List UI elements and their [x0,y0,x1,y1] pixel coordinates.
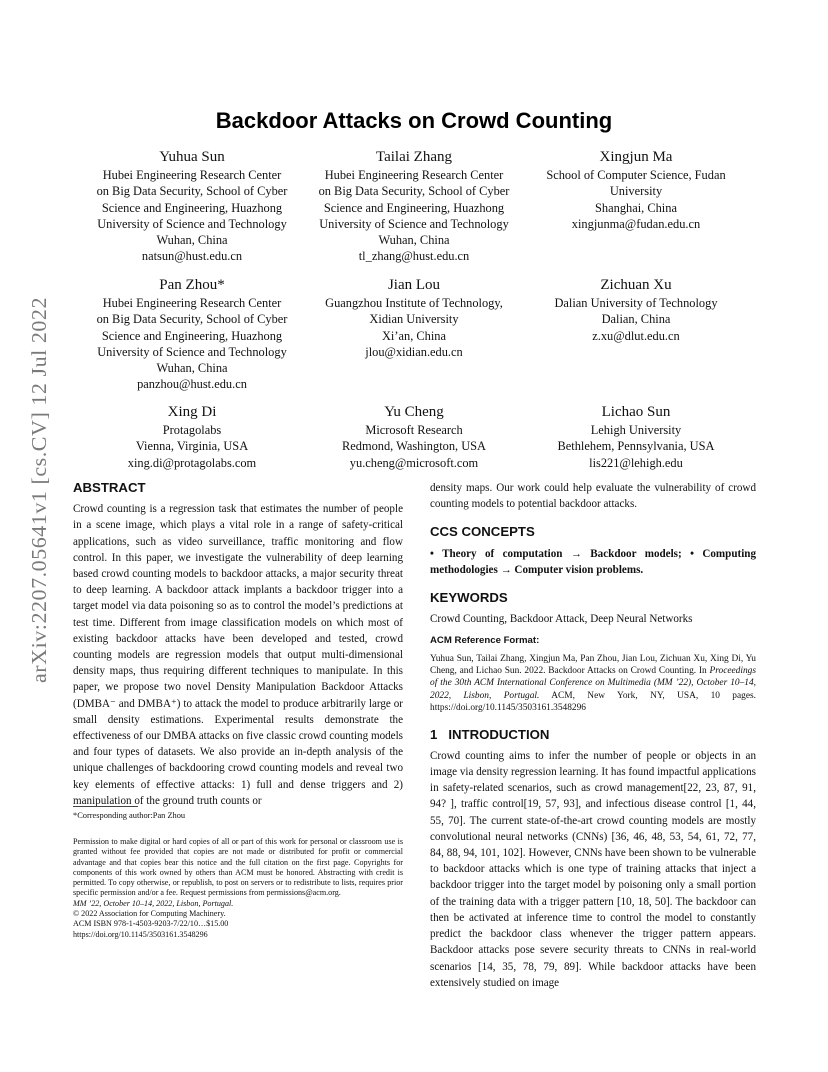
author-affiliation: Guangzhou Institute of Technology, Xidian University Xi’an, China jlou@xidian.edu.cn [325,296,503,359]
author-name: Zichuan Xu [600,277,672,293]
author-affiliation: School of Computer Science, Fudan University Shanghai, China xingjunma@fudan.edu.cn [546,168,726,231]
abstract-heading: ABSTRACT [73,480,146,495]
permission-block [73,837,403,940]
author-name: Lichao Sun [601,404,671,420]
introduction-text: Crowd counting aims to infer the number of people or objects in an image via density regression learning. It has found impactful applications in safety-related scenarios, such as crowd management[22, 23, 87, 91, 94? ], traffic control[19, 57, 93], and infectious disease control [1, 44, 55, 70]. The current state-of-the-art crowd counting models are mostly convolutional neural networks (CNNs) [36, 46, 48, 53, 54, 61, 72, 77, 84, 88, 94, 101, 102]. However, CNNs have been shown to be vulnerable to backdoor attacks which is one type of training attacks that inject a backdoor trigger into the target model by poisoning only a small portion of the training data with a trigger pattern [10, 18, 50]. The backdoor can then be activated at inference time to control the model to constantly predict the backdoor class whenever the trigger pattern appears. Backdoor attacks pose severe security threats to CNNs in real-world scenarios [14, 35, 78, 79, 89]. While backdoor attacks have been extensively studied on image [430,749,756,989]
author-name: Pan Zhou* [159,277,225,293]
author-affiliation: Protagolabs Vienna, Virginia, USA xing.di@protagolabs.com [127,423,257,470]
arxiv-stamp [6,295,68,685]
author-block [78,276,306,393]
ccs-text: • Theory of computation → Backdoor models; • Computing methodologies → Computer vision problems. [430,547,756,576]
author-block [522,403,750,471]
keywords-text: Crowd Counting, Backdoor Attack, Deep Neural Networks [430,613,693,626]
permission-text: Permission to make digital or hard copies of all or part of this work for personal or classroom use is granted without fee provided that copies are not made or distributed for profit or commercial advantage and that copies bear this notice and the full citation on the first page. Copyrights for components of this work owned by others than ACM must be honored. Abstracting with credit is permitted. To copy otherwise, or republish, to post on servers or to redistribute to lists, requires prior specific permission and/or a fee. Request permissions from permissions@acm.org. [73,837,403,898]
author-affiliation: Dalian University of Technology Dalian, China z.xu@dlut.edu.cn [554,296,718,343]
paper-title: Backdoor Attacks on Crowd Counting [215,108,613,133]
author-name: Yu Cheng [384,404,444,420]
author-block [300,276,528,360]
author-name: Tailai Zhang [375,149,452,165]
corresponding-author-footnote: *Corresponding author:Pan Zhou [73,811,186,820]
reference-text [430,653,756,715]
right-column [430,480,756,991]
author-affiliation: Lehigh University Bethlehem, Pennsylvania, USA lis221@lehigh.edu [557,423,715,470]
reference-text-after: ACM, New York, NY, USA, 10 pages. https://doi.org/10.1145/3503161.3548296 [430,690,757,714]
author-name: Yuhua Sun [159,149,225,165]
abstract-text: Crowd counting is a regression task that estimates the number of people in a scene image, which plays a vital role in a range of safety-critical applications, such as video surveillance, traffic monitoring and flow control. In this paper, we investigate the vulnerability of deep learning based crowd counting models to backdoor attacks, a major security threat to deep learning. A backdoor attack implants a backdoor trigger into a target model via data poisoning so as to control the model’s predictions at test time. Different from image classification models on which most of existing backdoor attacks have been developed and tested, crowd counting models are regression models that output multi-dimensional density maps, thus requiring different techniques to manipulate. In this paper, we propose two novel Density Manipulation Backdoor Attacks (DMBA⁻ and DMBA⁺) to attack the model to produce arbitrarily large or small density estimations. Experimental results demonstrate the effectiveness of our DMBA attacks on five classic crowd counting models and four types of datasets. We also provide an in-depth analysis of the unique challenges of backdooring crowd counting models and reveal two key elements of effective attacks: 1) full and dense triggers and 2) manipulation of the ground truth counts or [73,503,403,807]
isbn-line: ACM ISBN 978-1-4503-9203-7/22/10…$15.00 [73,919,229,929]
venue-line: MM ’22, October 10–14, 2022, Lisbon, Portugal. [73,898,234,908]
author-block [300,148,528,265]
abstract-continuation: density maps. Our work could help evaluate the vulnerability of crowd counting models to potential backdoor attacks. [430,482,756,511]
author-affiliation: Microsoft Research Redmond, Washington, USA yu.cheng@microsoft.com [341,423,487,470]
author-block [78,403,306,471]
copyright-line: © 2022 Association for Computing Machinery. [73,909,226,919]
left-column [73,480,403,809]
author-affiliation: Hubei Engineering Research Center on Big Data Security, School of Cyber Science and Engineering, Huazhong University of Science and Technology Wuhan, China tl_zhang@hust.edu.cn [318,168,510,264]
introduction-heading: 1 INTRODUCTION [430,726,550,742]
keywords-heading: KEYWORDS [430,590,508,606]
reference-text-before: Yuhua Sun, Tailai Zhang, Xingjun Ma, Pan Zhou, Jian Lou, Zichuan Xu, Xing Di, Yu Cheng, and Lichao Sun. 2022. Backdoor Attacks on Crowd Counting. In [430,653,756,677]
arxiv-stamp-text: arXiv:2207.05641v1 [cs.CV] 12 Jul 2022 [27,315,51,683]
reference-text-italic: Proceedings of the 30th ACM International Conference on Multimedia (MM ’22), October 10–14, 2022, Lisbon, Portugal. [430,666,756,701]
author-affiliation: Hubei Engineering Research Center on Big Data Security, School of Cyber Science and Engineering, Huazhong University of Science and Technology Wuhan, China panzhou@hust.edu.cn [96,296,288,392]
author-block [522,148,750,232]
ccs-heading: CCS CONCEPTS [430,524,535,540]
reference-heading: ACM Reference Format: [430,635,540,647]
author-block [78,148,306,265]
author-block [522,276,750,344]
author-name: Xingjun Ma [599,149,673,165]
footnote-rule [73,806,138,807]
author-affiliation: Hubei Engineering Research Center on Big Data Security, School of Cyber Science and Engineering, Huazhong University of Science and Technology Wuhan, China natsun@hust.edu.cn [96,168,288,264]
author-name: Xing Di [167,404,217,420]
doi-line: https://doi.org/10.1145/3503161.3548296 [73,929,208,939]
author-name: Jian Lou [387,277,441,293]
author-block [300,403,528,471]
